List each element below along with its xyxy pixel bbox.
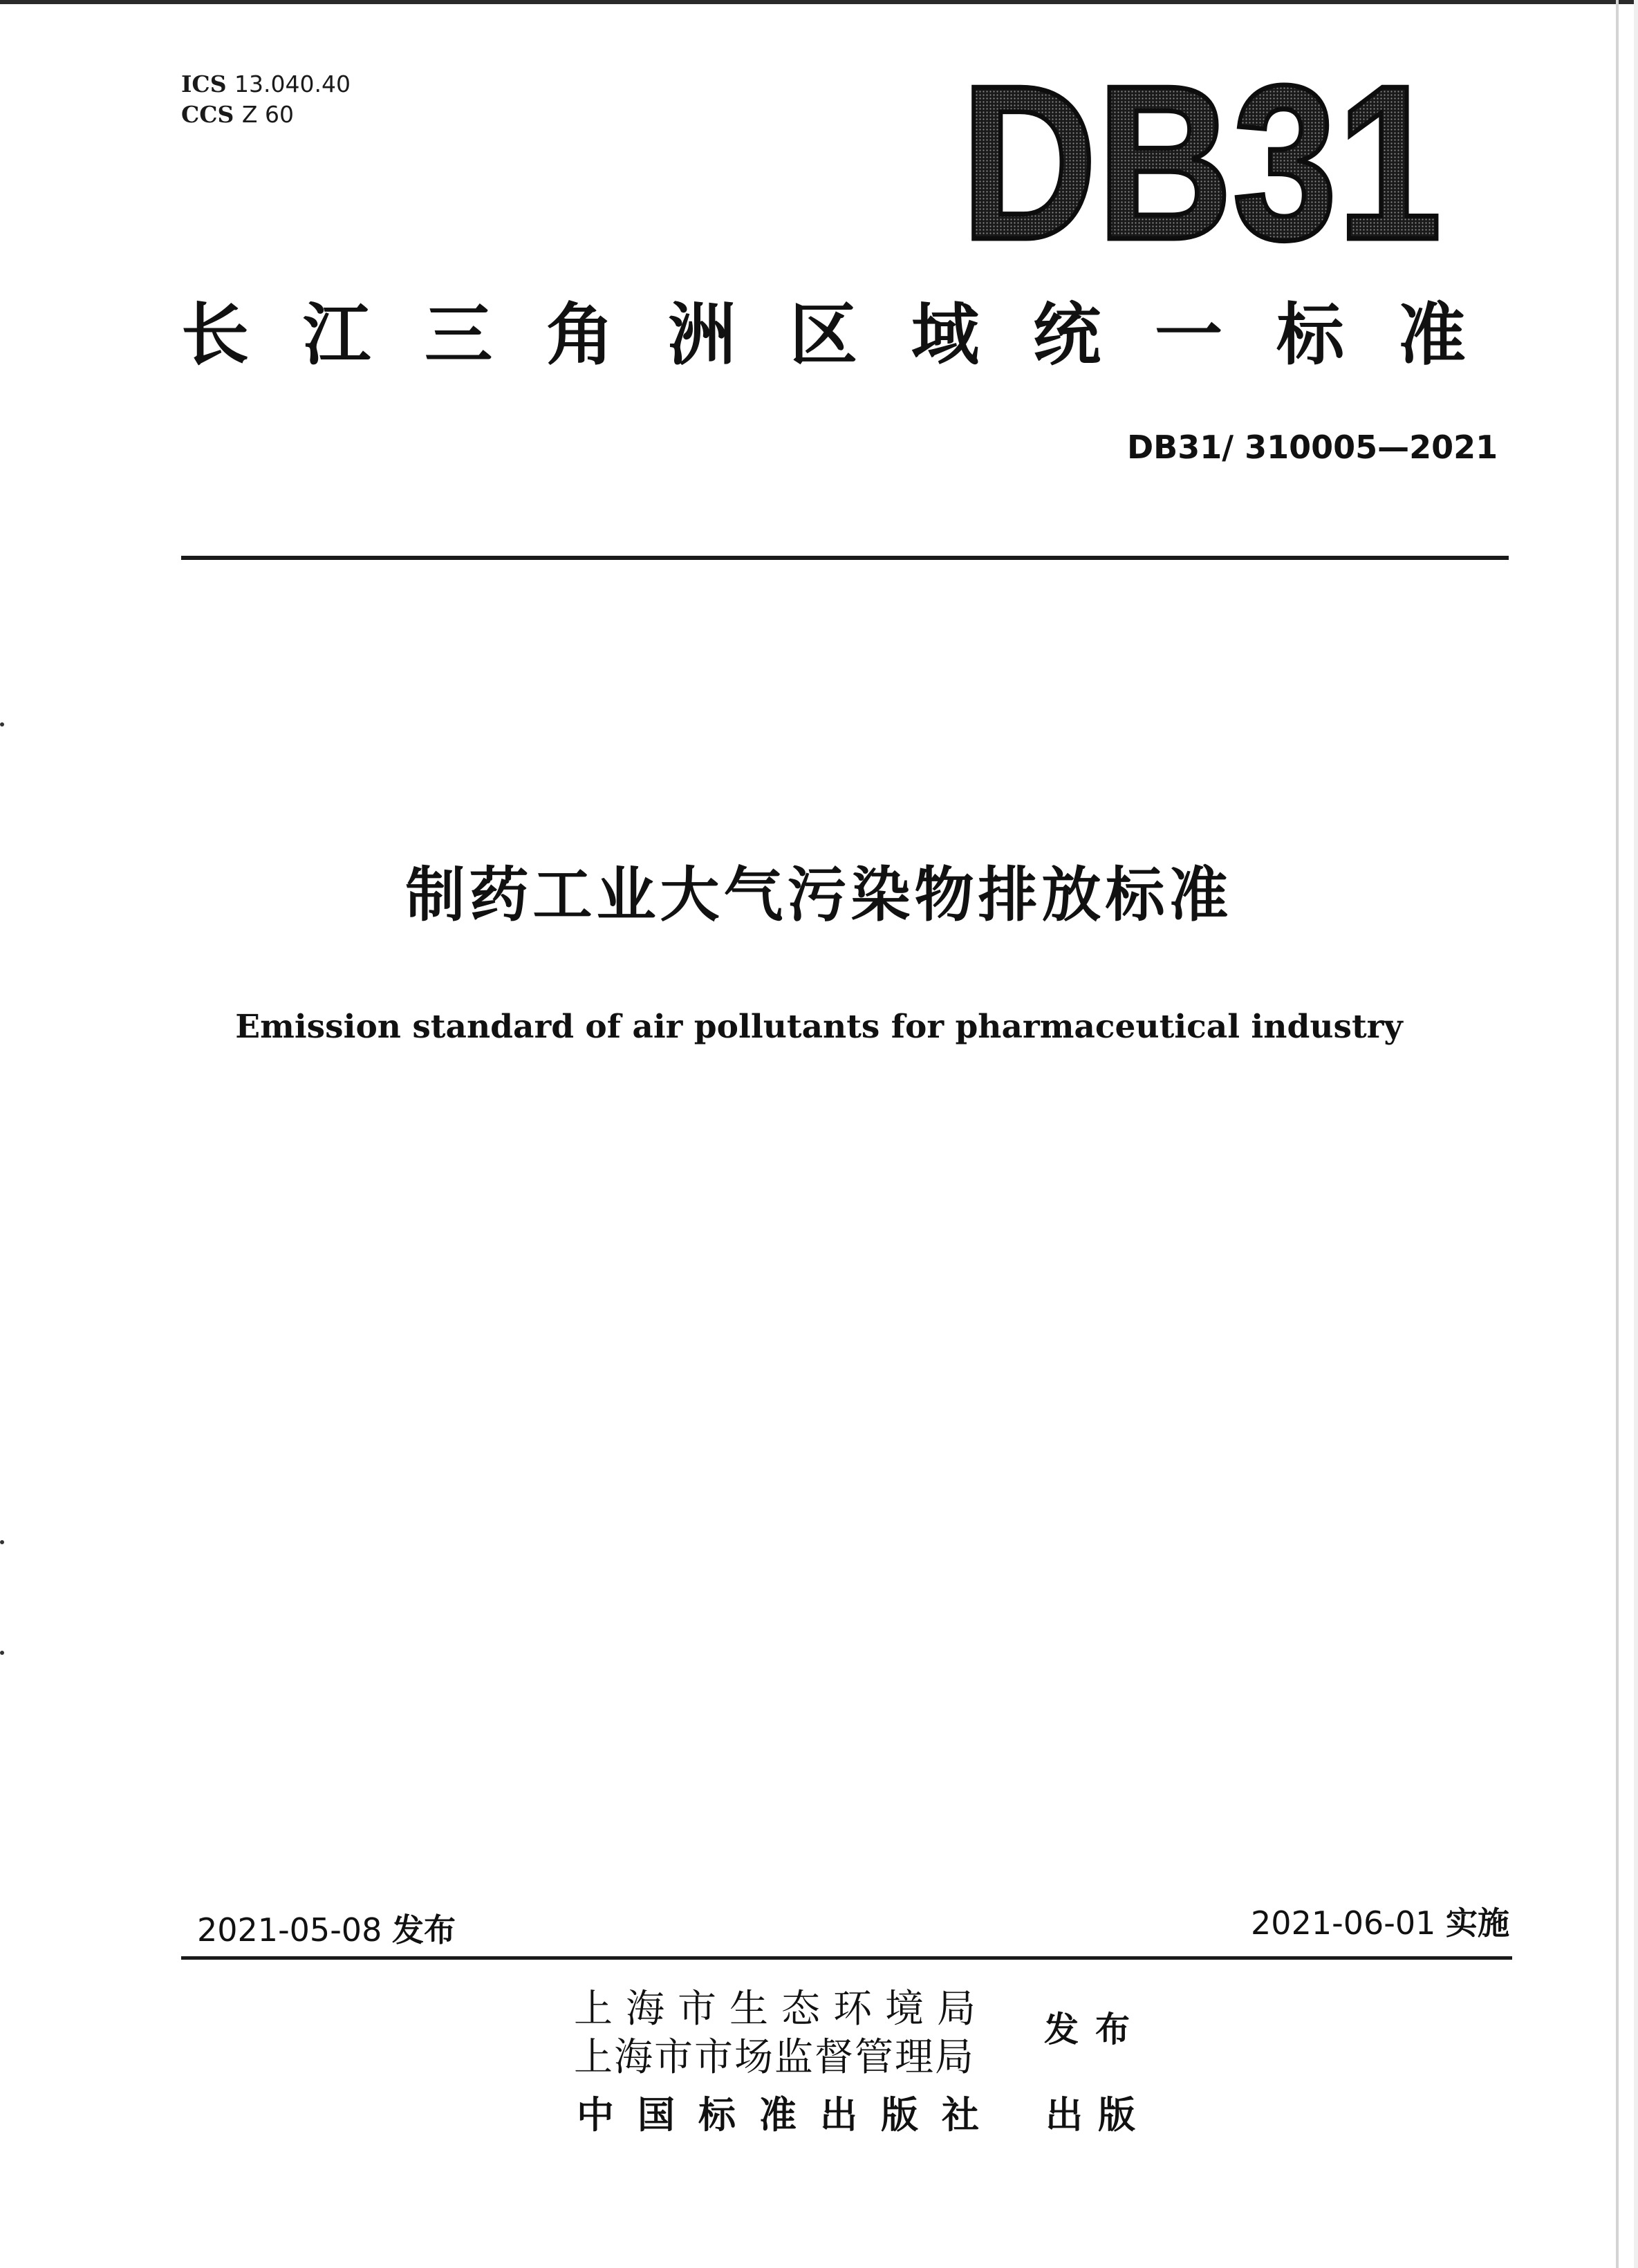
- ics-label: ICS: [181, 71, 227, 97]
- footer-divider: [181, 1956, 1512, 1960]
- standard-number: DB31/ 310005—2021: [1127, 429, 1498, 466]
- issued-date: 2021-05-08: [197, 1911, 382, 1949]
- effective-label: 实施: [1446, 1904, 1509, 1942]
- document-title-chinese: 制药工业大气污染物排放标准: [405, 861, 1233, 930]
- document-title-english: Emission standard of air pollutants for pharmaceutical industry: [235, 1008, 1403, 1046]
- scan-edge-top: [0, 0, 1638, 4]
- classification-codes: [181, 69, 351, 130]
- ics-code-row: [181, 69, 351, 100]
- press-label: 出版: [1045, 2093, 1151, 2137]
- ics-code: 13.040.40: [234, 71, 351, 97]
- ccs-code: Z 60: [241, 101, 294, 128]
- scan-speck: [0, 1540, 4, 1544]
- effective-date: 2021-06-01: [1251, 1904, 1436, 1942]
- ccs-code-row: [181, 100, 351, 130]
- scan-speck: [0, 1651, 4, 1655]
- effective-date-block: [1251, 1902, 1509, 1944]
- region-standard-title: 长江三角洲区域统一标准: [181, 296, 1520, 375]
- issued-label: 发布: [391, 1911, 456, 1949]
- scan-edge-right: [1616, 0, 1619, 2268]
- press-name: 中国标准出版社: [577, 2093, 1003, 2137]
- scan-edge-right-outer: [1634, 0, 1638, 2268]
- db31-logo: [961, 40, 1445, 285]
- publisher-org-ecology: 上海市生态环境局: [574, 1987, 989, 2032]
- ccs-label: CCS: [181, 101, 234, 128]
- publish-label: 发布: [1044, 2009, 1146, 2050]
- publisher-org-market: 上海市市场监督管理局: [574, 2035, 975, 2080]
- publisher-organizations: [574, 1985, 989, 2082]
- header-divider: [181, 556, 1509, 560]
- scan-speck: [0, 722, 4, 727]
- issued-date-block: [197, 1909, 456, 1951]
- db31-logo-text: DB31: [961, 40, 1442, 285]
